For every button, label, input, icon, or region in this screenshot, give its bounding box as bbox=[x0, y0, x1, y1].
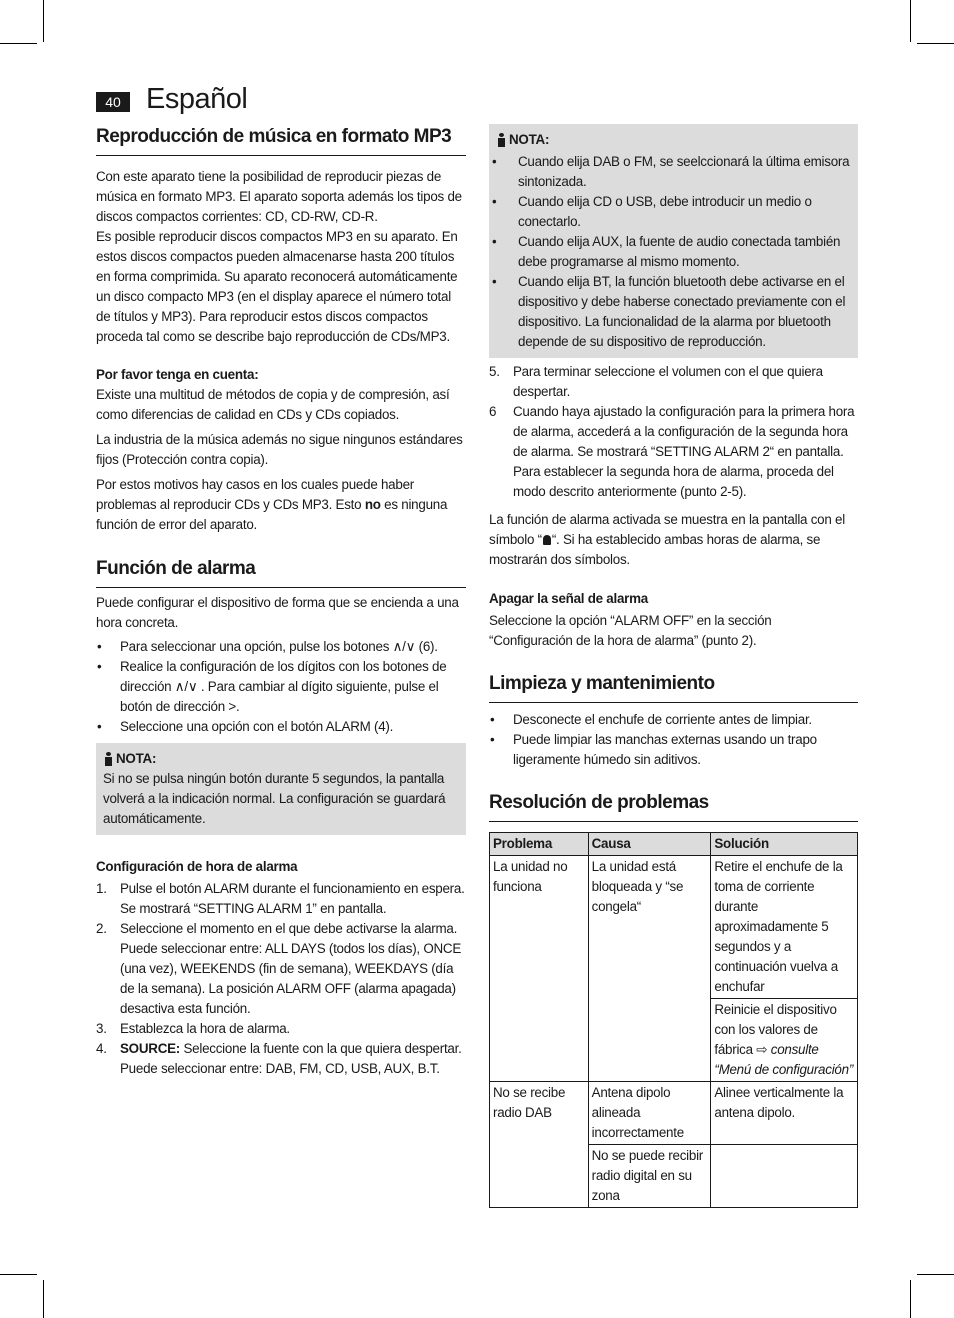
crop-mark bbox=[910, 1280, 911, 1318]
note-text: Si no se pulsa ningún botón durante 5 segundos, la pantalla volverá a la indicación normal. La configuración se guardará automáticamente. bbox=[103, 771, 446, 826]
section-title-alarm: Función de alarma bbox=[96, 556, 466, 588]
alarm-bullet-list bbox=[96, 637, 466, 737]
list-item: 6 Cuando haya ajustado la configuración para la primera hora de alarma, accederá a la configuración de la segunda hora de alarma. Se mostrará “SETTING ALARM 2“ en pantalla. Para establecer la segunda hora de alarma, proceda del modo descrito anteriormente (punto 2-5). bbox=[489, 404, 855, 499]
section-title-mp3: Reproducción de música en formato MP3 bbox=[96, 124, 466, 156]
table-cell: Antena dipolo alineada incorrectamente bbox=[588, 1082, 711, 1145]
mp3-intro-1: Con este aparato tiene la posibilidad de reproducir piezas de música en formato MP3. El aparato soporta además los tipos de discos compactos corrientes: CD, CD-RW, CD-R. bbox=[96, 169, 462, 224]
list-item: 2. Seleccione el momento en el que debe activarse la alarma. Puede seleccionar entre: ALL DAYS (todos los días), ONCE (una vez), WEEKENDS (fin de semana), WEEKDAYS (día de la semana). La posición ALARM OFF (alarma apagada) desactiva esta función. bbox=[96, 921, 462, 1016]
list-item: • Para seleccionar una opción, pulse los botones ∧/∨ (6). bbox=[96, 637, 466, 657]
alarm-intro: Puede configurar el dispositivo de forma que se encienda a una hora concreta. bbox=[96, 595, 459, 630]
notice-paragraph-1: Existe una multitud de métodos de copia y de compresión, así como diferencias de calidad en CDs y CDs copiados. bbox=[96, 387, 450, 422]
section-title-cleaning: Limpieza y mantenimiento bbox=[489, 671, 858, 703]
left-column bbox=[96, 124, 466, 1079]
config-steps bbox=[96, 879, 466, 1079]
table-cell: La unidad está bloqueada y “se congela“ bbox=[588, 856, 711, 1082]
config-steps-continued bbox=[489, 362, 858, 502]
section-title-troubleshooting: Resolución de problemas bbox=[489, 790, 858, 822]
crop-mark bbox=[0, 1274, 37, 1275]
info-icon bbox=[496, 133, 506, 147]
alarm-symbol-paragraph: La función de alarma activada se muestra en la pantalla con el símbolo “ “. Si ha establecido ambas horas de alarma, se mostrarán dos símbolos. bbox=[489, 512, 845, 567]
table-header-row bbox=[490, 833, 858, 856]
crop-mark bbox=[43, 1280, 44, 1318]
right-column bbox=[489, 124, 858, 1208]
list-item: 4. SOURCE: Seleccione la fuente con la que quiera despertar. Puede seleccionar entre: DAB, FM, CD, USB, AUX, B.T. bbox=[96, 1041, 462, 1076]
crop-mark bbox=[910, 0, 911, 42]
table-row bbox=[490, 856, 858, 999]
cleaning-bullet-list bbox=[489, 710, 858, 770]
crop-mark bbox=[917, 43, 954, 44]
table-cell bbox=[711, 1145, 858, 1208]
table-cell: Retire el enchufe de la toma de corriente durante aproximadamente 5 segundos y a continuación vuelva a enchufar bbox=[711, 856, 858, 999]
list-item: 5. Para terminar seleccione el volumen con el que quiera despertar. bbox=[489, 364, 823, 399]
bell-icon bbox=[543, 535, 551, 545]
info-icon bbox=[103, 752, 113, 766]
list-item: • Puede limpiar las manchas externas usando un trapo ligeramente húmedo sin aditivos. bbox=[489, 730, 858, 770]
arrow-right-icon: ⇨ bbox=[756, 1042, 768, 1057]
list-item: • Cuando elija AUX, la fuente de audio conectada también debe programarse al mismo momento. bbox=[492, 232, 851, 272]
table-cell: No se recibe radio DAB bbox=[490, 1082, 589, 1208]
crop-mark bbox=[0, 43, 37, 44]
list-item: • Cuando elija CD o USB, debe introducir un medio o conectarlo. bbox=[492, 192, 851, 232]
table-header-cell: Solución bbox=[711, 833, 858, 856]
list-item: • Cuando elija BT, la función bluetooth debe activarse en el dispositivo y debe haberse conectado previamente con el dispositivo. La funcionalidad de la alarma por bluetooth depende de su dispositivo de reproducción. bbox=[492, 272, 851, 352]
table-cell: Reinicie el dispositivo con los valores de fábrica ⇨ consulte “Menú de configuración” bbox=[711, 999, 858, 1082]
source-note-box bbox=[489, 124, 858, 358]
list-item: • Seleccione una opción con el botón ALARM (4). bbox=[96, 717, 466, 737]
alarm-off-heading: Apagar la señal de alarma bbox=[489, 591, 648, 606]
table-row bbox=[490, 1082, 858, 1145]
page-language-title: Español bbox=[146, 83, 248, 115]
notice-paragraph-3: Por estos motivos hay casos en los cuales puede haber problemas al reproducir CDs y CDs MP3. Esto no es ninguna función de error del aparato. bbox=[96, 477, 448, 532]
table-header-cell: Problema bbox=[490, 833, 589, 856]
alarm-off-text: Seleccione la opción “ALARM OFF” en la sección “Configuración de la hora de alarma” (punto 2). bbox=[489, 613, 772, 648]
list-item: • Realice la configuración de los dígitos con los botones de dirección ∧/∨ . Para cambiar al dígito siguiente, pulse el botón de dirección >. bbox=[96, 657, 466, 717]
alarm-note-box bbox=[96, 743, 466, 835]
page-number: 40 bbox=[96, 92, 130, 112]
notice-paragraph-2: La industria de la música además no sigue ningunos estándares fijos (Protección contra copia). bbox=[96, 432, 463, 467]
config-heading: Configuración de hora de alarma bbox=[96, 859, 298, 874]
mp3-intro-2: Es posible reproducir discos compactos MP3 en su aparato. En estos discos compactos pueden almacenarse hasta 200 títulos en forma comprimida. Su aparato reconocerá automáticamente un disco compacto MP3 (en el display aparece el número total de títulos y MP3). Para reproducir estos discos compactos proceda tal como se describe bajo reproducción de CDs/MP3. bbox=[96, 229, 458, 344]
list-item: • Desconecte el enchufe de corriente antes de limpiar. bbox=[489, 710, 858, 730]
table-cell: No se puede recibir radio digital en su zona bbox=[588, 1145, 711, 1208]
crop-mark bbox=[917, 1274, 954, 1275]
notice-heading: Por favor tenga en cuenta: bbox=[96, 367, 259, 382]
table-header-cell: Causa bbox=[588, 833, 711, 856]
table-cell: Alinee verticalmente la antena dipolo. bbox=[711, 1082, 858, 1145]
note-label: NOTA: bbox=[509, 132, 550, 147]
note-label: NOTA: bbox=[116, 751, 157, 766]
troubleshooting-table bbox=[489, 832, 858, 1208]
table-cell: La unidad no funciona bbox=[490, 856, 589, 1082]
list-item: 1. Pulse el botón ALARM durante el funcionamiento en espera. Se mostrará “SETTING ALARM 1” en pantalla. bbox=[96, 881, 465, 916]
list-item: 3. Establezca la hora de alarma. bbox=[96, 1021, 290, 1036]
crop-mark bbox=[43, 0, 44, 42]
list-item: • Cuando elija DAB o FM, se seelccionará la última emisora sintonizada. bbox=[492, 152, 851, 192]
